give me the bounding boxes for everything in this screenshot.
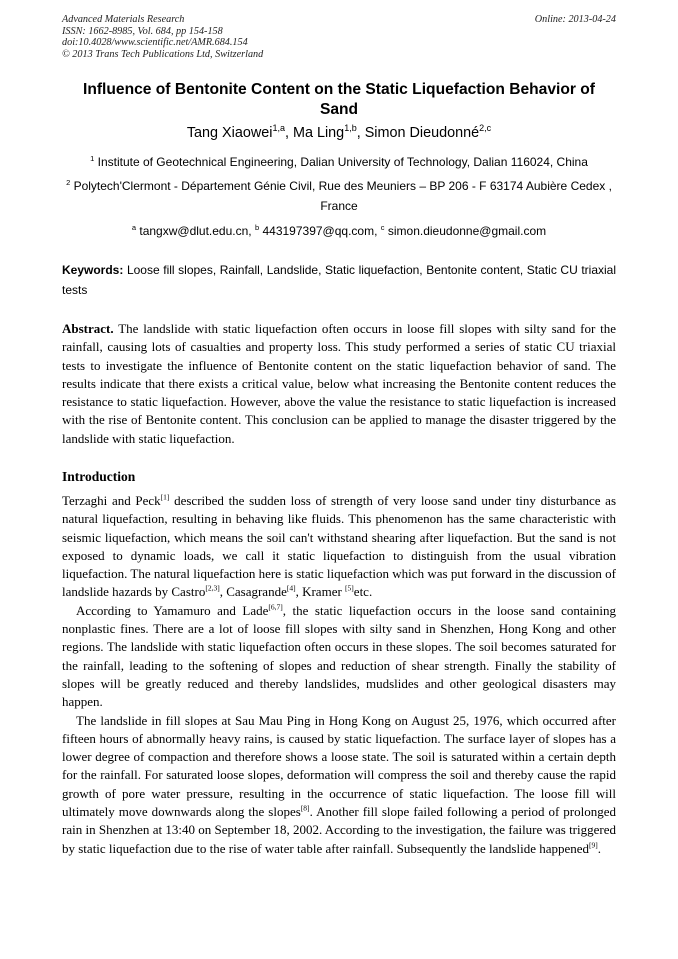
journal-issn: ISSN: 1662-8985, Vol. 684, pp 154-158 <box>62 25 223 37</box>
paragraph-text: etc. <box>353 584 373 600</box>
citation-ref: [9] <box>589 840 598 850</box>
journal-copyright: © 2013 Trans Tech Publications Ltd, Switzerland <box>62 48 264 60</box>
paragraph-text: , Casagrande <box>219 584 287 600</box>
affiliation-mark: 2 <box>66 178 71 187</box>
author-affiliation-mark: 1,b <box>344 123 357 134</box>
intro-paragraph-3 <box>62 712 616 858</box>
author-affiliation-mark: 2,c <box>479 123 492 134</box>
citation-ref: [2,3] <box>205 584 220 594</box>
paragraph-text: According to Yamamuro and Lade <box>76 602 269 618</box>
email-mark: b <box>254 223 260 232</box>
abstract-label: Abstract. <box>62 321 114 336</box>
keywords-block <box>62 261 616 300</box>
affiliation-1 <box>62 152 616 172</box>
author-affiliation-mark: 1,a <box>272 123 285 134</box>
author-name: Tang Xiaowei <box>186 125 273 141</box>
paragraph-text: , Kramer <box>295 584 346 600</box>
citation-ref: [5] <box>345 584 354 594</box>
citation-ref: [8] <box>300 803 310 813</box>
paragraph-text: described the sudden loss of strength of very loose sand under tiny disturbance as natural liquefaction, resulting in behaving like fluids. This phenomenon has the same characteristic with seismic liquefaction, which means the soil can't withstand shearing after liquefaction. But the sand is not exposed to dynamic loads, we call it static liquefaction to distinguish from the usual vibration liquefaction. The natural liquefaction here is static liquefaction which was put forward in the discussion of landslide hazards by Castro <box>62 493 617 600</box>
affiliation-2 <box>62 176 616 216</box>
author-list: Tang Xiaowei$^{1,a}$, Ma Ling$^{1,b}$, Simon Dieudonné$^{2,c}$ <box>186 123 492 141</box>
citation-ref: [6,7] <box>268 602 283 612</box>
affiliation-text: Polytech'Clermont - Département Génie Civil, Rue des Meuniers – BP 206 - F 63174 Aubière Cedex , France <box>73 179 612 213</box>
email-list <box>62 221 616 241</box>
intro-paragraph-1 <box>62 492 616 602</box>
author-name: Ma Ling <box>292 125 345 141</box>
citation-ref: [1] <box>160 492 170 502</box>
section-title-introduction: Introduction <box>62 469 136 484</box>
abstract-text: The landslide with static liquefaction often occurs in loose fill slopes with silty sand for the rainfall, causing lots of casualties and property loss. This study performed a series of static CU triaxial tests to investigate the influence of Bentonite content on the static liquefaction behavior of sand. The results indicate that there exists a critical value, below what increasing the Bentonite content reduces the resistance to static liquefaction. However, above the value the resistance to static liquefaction is increased with the rise of Bentonite content. This conclusion can be applied to manage the disaster triggered by the landslide with static liquefaction. <box>62 321 617 446</box>
paragraph-text: . Another fill slope failed following a period of prolonged rain in Shenzhen at 13:40 on September 18, 2002. According to the investigation, the failure was triggered by static liquefaction due to the rise of water table after rainfall. Subsequently the landslide happened <box>62 804 616 856</box>
journal-header <box>62 14 263 60</box>
affiliation-text: Institute of Geotechnical Engineering, Dalian University of Technology, Dalian 116024, China <box>97 155 588 169</box>
paragraph-text: Terzaghi and Peck <box>62 493 161 508</box>
introduction-body <box>62 492 616 858</box>
intro-paragraph-2 <box>62 602 616 712</box>
online-date: Online: 2013-04-24 <box>534 14 616 25</box>
email-link[interactable]: simon.dieudonne@gmail.com <box>387 224 547 238</box>
paper-title: Influence of Bentonite Content on the Static Liquefaction Behavior of Sand <box>82 81 595 118</box>
keywords-text: Loose fill slopes, Rainfall, Landslide, Static liquefaction, Bentonite content, Static CU triaxial tests <box>62 263 616 297</box>
author-name: Simon Dieudonné <box>364 125 480 141</box>
paragraph-text: . <box>597 840 602 856</box>
journal-name: Advanced Materials Research <box>62 14 185 25</box>
journal-doi: doi:10.4028/www.scientific.net/AMR.684.154 <box>62 37 248 49</box>
abstract-block <box>62 320 616 448</box>
paragraph-text: , the static liquefaction occurs in the loose sand containing nonplastic fines. There are a lot of loose fill slopes with silty sand in Shenzhen, Hong Kong and other regions. The landslide with static liquefaction often occurs in these slopes. The soil becomes saturated for the rainfall, leading to the softening of slopes and reduction of shear strength. Finally the stability of slopes will be greatly reduced and thereby landslides, mudslides and other geological disasters may happen. <box>62 602 616 710</box>
email-link[interactable]: 443197397@qq.com, <box>262 224 378 238</box>
citation-ref: [4] <box>286 584 296 594</box>
affiliation-mark: 1 <box>90 154 95 163</box>
email-mark: a <box>131 223 137 232</box>
email-mark: c <box>380 223 385 232</box>
paragraph-text: The landslide in fill slopes at Sau Mau Ping in Hong Kong on August 25, 1976, which occurred after fifteen hours of abnormally heavy rains, is caused by static liquefaction. The surface layer of slopes has a lower degree of compaction and therefore shows a loose state. The soil is saturated within a certain depth for the rainfall. For saturated loose slopes, deformation will compress the soil and thereby cause the rapid growth of pore water pressure, resulting in the occurrence of static liquefaction. The loose fill will ultimately move downwards along the slopes <box>62 712 616 820</box>
keywords-label: Keywords: <box>62 263 124 277</box>
email-link[interactable]: tangxw@dlut.edu.cn, <box>139 224 252 238</box>
